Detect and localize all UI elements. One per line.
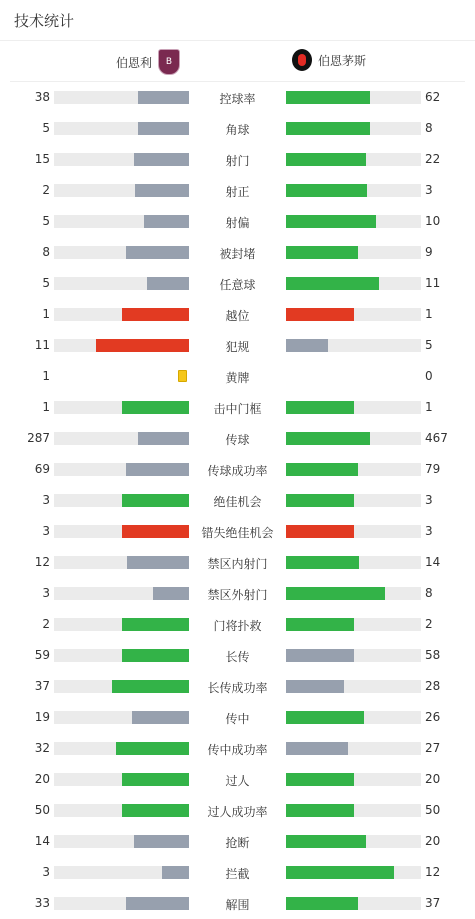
stat-row bbox=[0, 485, 475, 516]
stat-row bbox=[0, 547, 475, 578]
home-team bbox=[116, 49, 180, 75]
yellow-card-icon bbox=[178, 370, 187, 382]
away-stat-bar bbox=[286, 525, 354, 538]
home-stat-bar-track bbox=[54, 866, 189, 879]
stat-label: 解围 bbox=[225, 898, 250, 912]
away-stat-value: 8 bbox=[425, 121, 433, 135]
home-stat-bar-track bbox=[54, 463, 189, 476]
home-stat-bar-track bbox=[54, 339, 189, 352]
stat-label: 射门 bbox=[225, 154, 250, 168]
away-stat-bar bbox=[286, 277, 379, 290]
home-team-name: 伯恩利 bbox=[115, 55, 152, 70]
home-stat-bar-track bbox=[54, 773, 189, 786]
stat-row bbox=[0, 857, 475, 888]
home-stat-value: 2 bbox=[42, 617, 50, 631]
away-stat-bar-track bbox=[286, 246, 421, 259]
away-stat-bar bbox=[286, 804, 354, 817]
home-stat-value: 3 bbox=[42, 524, 50, 538]
home-stat-bar bbox=[147, 277, 189, 290]
home-stat-bar-track bbox=[54, 680, 189, 693]
home-stat-bar-track bbox=[54, 804, 189, 817]
home-stat-value: 3 bbox=[42, 586, 50, 600]
stat-row bbox=[0, 795, 475, 826]
stat-row bbox=[0, 237, 475, 268]
stat-row bbox=[0, 330, 475, 361]
stat-row bbox=[0, 361, 475, 392]
away-stat-bar bbox=[286, 773, 354, 786]
stat-label: 抢断 bbox=[225, 836, 250, 850]
away-stat-value: 20 bbox=[425, 772, 441, 786]
stat-label: 射正 bbox=[225, 185, 250, 199]
home-stat-bar-track bbox=[54, 649, 189, 662]
away-stat-bar-track bbox=[286, 339, 421, 352]
home-stat-value: 59 bbox=[34, 648, 50, 662]
away-stat-value: 5 bbox=[425, 338, 433, 352]
stat-label: 被封堵 bbox=[219, 247, 256, 261]
away-stat-bar bbox=[286, 401, 354, 414]
home-stat-bar-track bbox=[54, 246, 189, 259]
stat-row bbox=[0, 702, 475, 733]
home-stat-bar bbox=[96, 339, 189, 352]
away-stat-bar bbox=[286, 866, 394, 879]
away-stat-bar-track bbox=[286, 649, 421, 662]
stat-label: 门将扑救 bbox=[213, 619, 262, 633]
away-stat-bar bbox=[286, 649, 354, 662]
home-stat-value: 19 bbox=[34, 710, 50, 724]
home-stat-bar bbox=[153, 587, 189, 600]
home-stat-bar bbox=[138, 91, 189, 104]
home-stat-bar bbox=[138, 122, 189, 135]
away-stat-value: 22 bbox=[425, 152, 441, 166]
away-stat-bar bbox=[286, 215, 376, 228]
away-stat-bar-track bbox=[286, 122, 421, 135]
stat-row bbox=[0, 268, 475, 299]
away-team-name: 伯恩茅斯 bbox=[318, 53, 367, 68]
away-stat-value: 2 bbox=[425, 617, 433, 631]
home-stat-bar-track bbox=[54, 401, 189, 414]
home-stat-bar-track bbox=[54, 153, 189, 166]
stat-row bbox=[0, 733, 475, 764]
away-stat-value: 26 bbox=[425, 710, 441, 724]
away-stat-bar-track bbox=[286, 184, 421, 197]
away-stat-bar-track bbox=[286, 680, 421, 693]
away-stat-value: 1 bbox=[425, 400, 433, 414]
stat-label: 射偏 bbox=[225, 216, 250, 230]
away-stat-value: 27 bbox=[425, 741, 441, 755]
home-stat-bar bbox=[127, 556, 189, 569]
away-stat-value: 50 bbox=[425, 803, 441, 817]
stat-label: 传中成功率 bbox=[207, 743, 268, 757]
away-stat-bar bbox=[286, 122, 370, 135]
away-stat-bar-track bbox=[286, 711, 421, 724]
stat-label: 禁区外射门 bbox=[207, 588, 268, 602]
home-stat-bar-track bbox=[54, 711, 189, 724]
home-stat-bar-track bbox=[54, 91, 189, 104]
away-stat-bar bbox=[286, 463, 358, 476]
stat-label: 长传 bbox=[225, 650, 250, 664]
stat-label: 过人成功率 bbox=[207, 805, 268, 819]
away-stat-value: 3 bbox=[425, 524, 433, 538]
home-stat-value: 5 bbox=[42, 214, 50, 228]
away-team bbox=[292, 49, 366, 71]
home-stat-bar bbox=[122, 525, 190, 538]
away-stat-value: 79 bbox=[425, 462, 441, 476]
home-stat-value: 15 bbox=[34, 152, 50, 166]
home-stat-bar-track bbox=[54, 122, 189, 135]
away-stat-bar-track bbox=[286, 153, 421, 166]
home-stat-bar bbox=[122, 804, 190, 817]
away-team-crest-icon bbox=[292, 49, 312, 71]
away-stat-value: 62 bbox=[425, 90, 441, 104]
stat-label: 传球 bbox=[225, 433, 250, 447]
stat-row bbox=[0, 516, 475, 547]
stats-list bbox=[0, 82, 475, 919]
home-stat-bar bbox=[116, 742, 189, 755]
home-stat-bar-track bbox=[54, 215, 189, 228]
away-stat-bar-track bbox=[286, 742, 421, 755]
away-stat-bar-track bbox=[286, 556, 421, 569]
home-stat-bar bbox=[122, 401, 190, 414]
away-stat-bar-track bbox=[286, 308, 421, 321]
stat-label: 控球率 bbox=[219, 92, 256, 106]
away-stat-bar-track bbox=[286, 618, 421, 631]
home-stat-value: 1 bbox=[42, 369, 50, 383]
stat-row bbox=[0, 175, 475, 206]
away-stat-value: 467 bbox=[425, 431, 448, 445]
away-stat-bar bbox=[286, 587, 385, 600]
away-stat-bar-track bbox=[286, 494, 421, 507]
away-stat-bar bbox=[286, 91, 370, 104]
away-stat-bar-track bbox=[286, 432, 421, 445]
away-stat-bar bbox=[286, 246, 358, 259]
away-stat-bar-track bbox=[286, 587, 421, 600]
home-stat-bar bbox=[122, 494, 190, 507]
home-stat-value: 69 bbox=[34, 462, 50, 476]
away-stat-value: 28 bbox=[425, 679, 441, 693]
stat-row bbox=[0, 423, 475, 454]
away-stat-bar bbox=[286, 618, 354, 631]
away-stat-bar bbox=[286, 308, 354, 321]
away-stat-bar bbox=[286, 184, 367, 197]
home-stat-bar-track bbox=[54, 432, 189, 445]
away-stat-bar bbox=[286, 680, 344, 693]
home-stat-value: 3 bbox=[42, 493, 50, 507]
home-stat-value: 37 bbox=[34, 679, 50, 693]
home-stat-bar-track bbox=[54, 587, 189, 600]
home-stat-value: 50 bbox=[34, 803, 50, 817]
home-stat-bar bbox=[126, 463, 189, 476]
away-stat-bar-track bbox=[286, 525, 421, 538]
home-stat-bar bbox=[135, 184, 189, 197]
away-stat-bar bbox=[286, 339, 328, 352]
stat-row bbox=[0, 826, 475, 857]
stat-row bbox=[0, 82, 475, 113]
home-stat-value: 38 bbox=[34, 90, 50, 104]
stat-row bbox=[0, 888, 475, 919]
away-stat-value: 12 bbox=[425, 865, 441, 879]
stat-row bbox=[0, 144, 475, 175]
home-stat-value: 20 bbox=[34, 772, 50, 786]
stat-label: 击中门框 bbox=[213, 402, 262, 416]
stat-row bbox=[0, 671, 475, 702]
home-stat-bar bbox=[134, 835, 189, 848]
home-stat-bar-track bbox=[54, 308, 189, 321]
home-stat-bar bbox=[122, 649, 190, 662]
stat-label: 长传成功率 bbox=[207, 681, 268, 695]
home-stat-bar-track bbox=[54, 494, 189, 507]
home-stat-bar bbox=[122, 773, 190, 786]
home-stat-bar bbox=[126, 246, 189, 259]
stat-label: 犯规 bbox=[225, 340, 250, 354]
stat-label: 错失绝佳机会 bbox=[201, 526, 274, 540]
home-stat-value: 1 bbox=[42, 307, 50, 321]
home-stat-bar bbox=[112, 680, 189, 693]
home-stat-value: 32 bbox=[34, 741, 50, 755]
home-stat-bar bbox=[144, 215, 189, 228]
home-stat-bar bbox=[138, 432, 189, 445]
home-stat-bar bbox=[126, 897, 189, 910]
home-stat-value: 14 bbox=[34, 834, 50, 848]
away-stat-value: 14 bbox=[425, 555, 441, 569]
away-stat-value: 10 bbox=[425, 214, 441, 228]
home-stat-value: 3 bbox=[42, 865, 50, 879]
home-stat-bar bbox=[132, 711, 189, 724]
home-stat-bar-track bbox=[54, 897, 189, 910]
home-stat-bar bbox=[162, 866, 189, 879]
away-stat-bar bbox=[286, 835, 366, 848]
home-stat-value: 2 bbox=[42, 183, 50, 197]
home-stat-value: 33 bbox=[34, 896, 50, 910]
home-crest-letter: B bbox=[165, 57, 173, 67]
away-stat-value: 3 bbox=[425, 493, 433, 507]
away-stat-bar-track bbox=[286, 277, 421, 290]
away-stat-bar bbox=[286, 897, 358, 910]
stat-label: 传中 bbox=[225, 712, 250, 726]
away-stat-bar-track bbox=[286, 773, 421, 786]
page-title-text: 技术统计 bbox=[14, 11, 75, 30]
away-stat-bar-track bbox=[286, 866, 421, 879]
away-stat-value: 11 bbox=[425, 276, 441, 290]
home-stat-value: 5 bbox=[42, 276, 50, 290]
home-stat-value: 12 bbox=[34, 555, 50, 569]
away-stat-bar-track bbox=[286, 463, 421, 476]
stat-row bbox=[0, 764, 475, 795]
stat-row bbox=[0, 299, 475, 330]
stat-label: 绝佳机会 bbox=[213, 495, 262, 509]
away-stat-bar bbox=[286, 432, 370, 445]
stat-label: 拦截 bbox=[225, 867, 250, 881]
home-stat-bar-track bbox=[54, 184, 189, 197]
stat-label: 过人 bbox=[225, 774, 250, 788]
away-stat-bar-track bbox=[286, 91, 421, 104]
home-stat-value: 11 bbox=[34, 338, 50, 352]
stat-row bbox=[0, 113, 475, 144]
away-stat-bar-track bbox=[286, 804, 421, 817]
stat-row bbox=[0, 454, 475, 485]
stat-row bbox=[0, 206, 475, 237]
home-stat-value: 5 bbox=[42, 121, 50, 135]
home-stat-bar-track bbox=[54, 277, 189, 290]
home-stat-value: 287 bbox=[27, 431, 50, 445]
away-stat-value: 37 bbox=[425, 896, 441, 910]
away-stat-bar-track bbox=[286, 401, 421, 414]
stat-label: 禁区内射门 bbox=[207, 557, 268, 571]
home-stat-value: 8 bbox=[42, 245, 50, 259]
home-stat-bar-track bbox=[54, 618, 189, 631]
home-stat-bar bbox=[122, 308, 190, 321]
stat-row bbox=[0, 640, 475, 671]
away-stat-value: 0 bbox=[425, 369, 433, 383]
home-stat-bar bbox=[122, 618, 190, 631]
away-stat-bar bbox=[286, 556, 359, 569]
away-stat-bar-track bbox=[286, 215, 421, 228]
away-stat-bar bbox=[286, 742, 348, 755]
away-stat-bar bbox=[286, 711, 364, 724]
stat-label: 任意球 bbox=[219, 278, 256, 292]
home-stat-bar-track bbox=[54, 525, 189, 538]
stat-label: 黄牌 bbox=[225, 371, 250, 385]
away-stat-bar-track bbox=[286, 835, 421, 848]
away-stat-value: 58 bbox=[425, 648, 441, 662]
away-stat-bar bbox=[286, 153, 366, 166]
home-team-crest-icon bbox=[158, 49, 180, 75]
home-stat-bar-track bbox=[54, 835, 189, 848]
away-stat-value: 20 bbox=[425, 834, 441, 848]
home-stat-bar-track bbox=[54, 556, 189, 569]
stat-label: 传球成功率 bbox=[207, 464, 268, 478]
stat-row bbox=[0, 392, 475, 423]
away-stat-value: 1 bbox=[425, 307, 433, 321]
stat-row bbox=[0, 609, 475, 640]
home-stat-bar bbox=[134, 153, 189, 166]
stat-row bbox=[0, 578, 475, 609]
home-stat-bar-track bbox=[54, 742, 189, 755]
away-stat-value: 3 bbox=[425, 183, 433, 197]
stat-label: 角球 bbox=[225, 123, 250, 137]
page-title bbox=[0, 0, 475, 41]
away-stat-bar-track bbox=[286, 897, 421, 910]
away-stat-value: 8 bbox=[425, 586, 433, 600]
away-stat-bar bbox=[286, 494, 354, 507]
stat-label: 越位 bbox=[225, 309, 250, 323]
home-stat-value: 1 bbox=[42, 400, 50, 414]
away-stat-value: 9 bbox=[425, 245, 433, 259]
team-header bbox=[10, 41, 465, 82]
